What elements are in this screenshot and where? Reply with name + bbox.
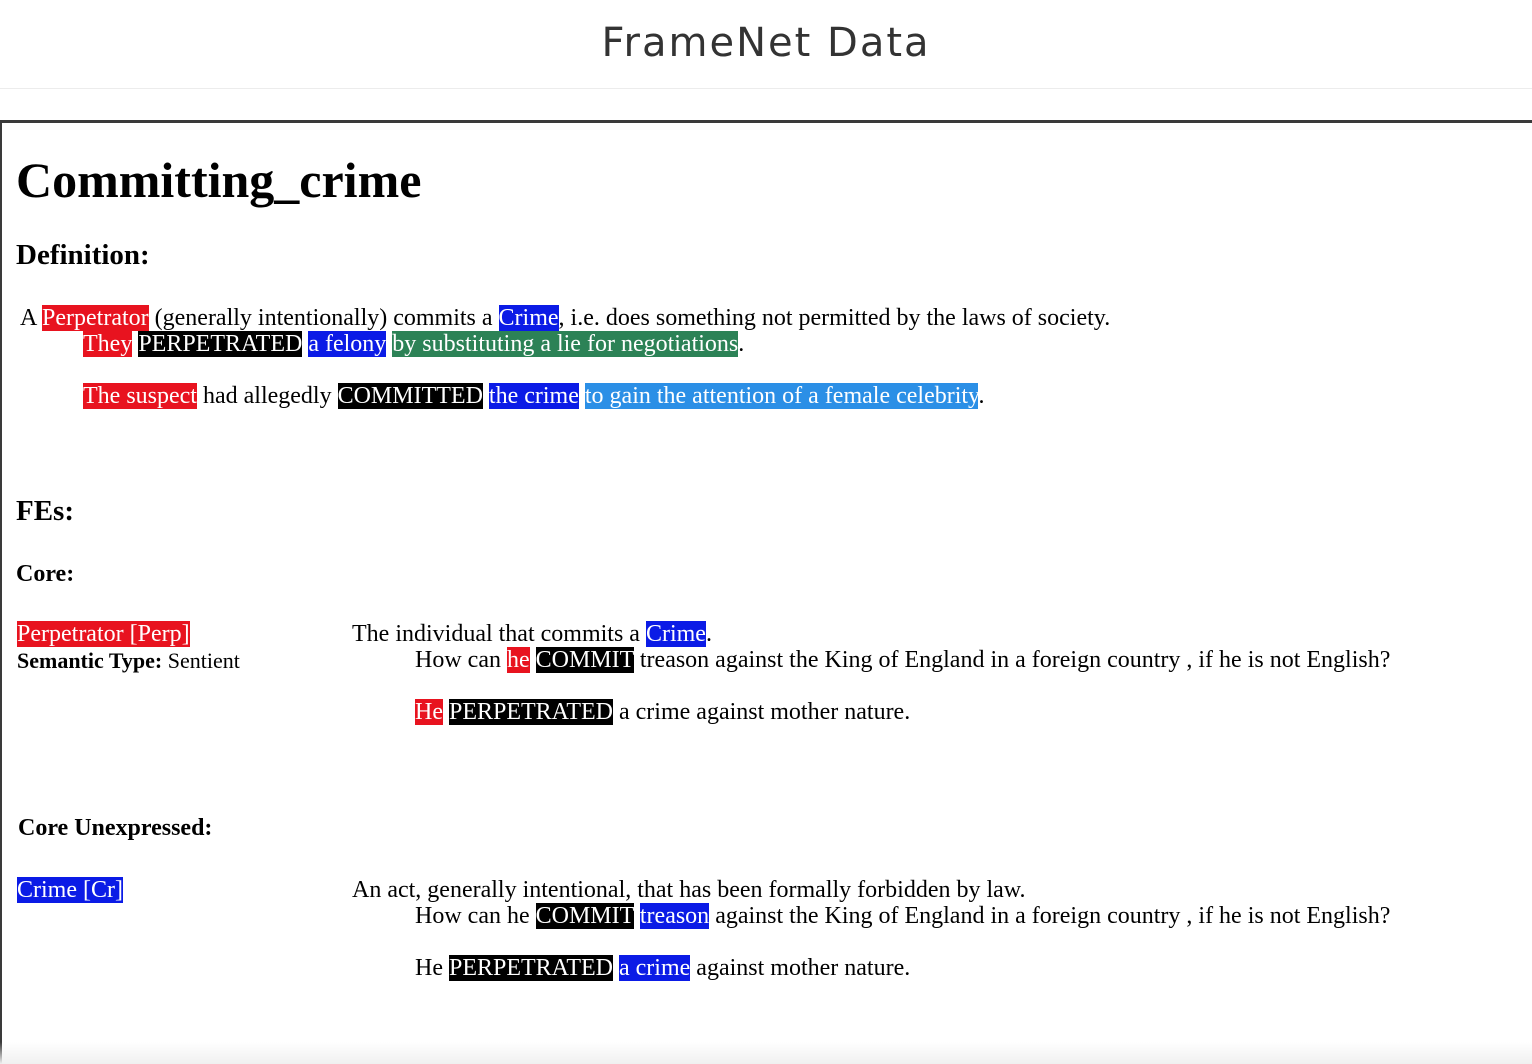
semantic-type [17, 648, 240, 674]
core-heading: Core: [16, 561, 75, 587]
fe-perpetrator-example-1 [415, 647, 1390, 674]
example-target: PERPETRATED [448, 699, 613, 725]
core-unexpressed-heading: Core Unexpressed: [18, 815, 213, 841]
fe-crime-link[interactable]: Crime [645, 621, 706, 647]
semantic-type-label: Semantic Type: [17, 648, 163, 673]
fe-crime-example-1 [415, 903, 1390, 930]
definition-text-2: (generally intentionally) commits a [148, 305, 499, 331]
definition-text-1: A [20, 305, 43, 331]
fe-definition-end: . [705, 621, 712, 647]
site-title: FrameNet Data [601, 20, 931, 66]
example-crime: the crime [488, 383, 579, 409]
example-crime: a felony [308, 331, 387, 357]
example-target: COMMIT [535, 647, 634, 673]
definition-text-3: , i.e. does something not permitted by the laws of society. [558, 305, 1111, 331]
fe-perpetrator-name[interactable]: Perpetrator [Perp] [17, 621, 190, 647]
example-end: . [738, 331, 745, 357]
example-end: . [978, 383, 985, 409]
fes-heading: FEs: [16, 495, 74, 527]
example-text-end: treason against the King of England in a foreign country , if he is not English? [633, 647, 1391, 673]
semantic-type-value[interactable]: Sentient [162, 648, 240, 673]
frame-title: Committing_crime [16, 152, 422, 208]
bottom-fade [0, 1042, 1532, 1064]
fe-perpetrator-link[interactable]: Perpetrator [42, 305, 149, 331]
fe-crime-name[interactable]: Crime [Cr] [17, 877, 123, 903]
example-text: How can [415, 647, 507, 673]
fe-definition-text: The individual that commits a [352, 621, 646, 647]
example-text-end: against mother nature. [690, 955, 911, 981]
definition-example-1 [83, 331, 744, 358]
example-text: had allegedly [196, 383, 338, 409]
example-perpetrator: He [415, 699, 443, 725]
fe-crime-example-2 [415, 955, 910, 982]
example-perpetrator: The suspect [83, 383, 197, 409]
frame-definition [20, 305, 1110, 332]
fe-crime-label [17, 877, 123, 904]
example-target: PERPETRATED [448, 955, 613, 981]
example-text: He [415, 955, 449, 981]
fe-perpetrator-definition [352, 621, 712, 648]
definition-heading: Definition: [16, 239, 150, 271]
example-means: by substituting a lie for negotiations [392, 331, 739, 357]
example-perpetrator: he [506, 647, 530, 673]
example-target: PERPETRATED [138, 331, 303, 357]
example-perpetrator: They [83, 331, 133, 357]
example-target: COMMITTED [337, 383, 483, 409]
example-target: COMMIT [535, 903, 634, 929]
example-crime: a crime [619, 955, 691, 981]
fe-crime-definition: An act, generally intentional, that has been formally forbidden by law. [352, 877, 1026, 903]
frame-panel [0, 120, 1532, 1064]
example-purpose: to gain the attention of a female celebrity [584, 383, 979, 409]
definition-example-2 [83, 383, 984, 410]
fe-perpetrator-label [17, 621, 190, 648]
example-crime: treason [639, 903, 710, 929]
example-text: How can he [415, 903, 536, 929]
fe-crime-link[interactable]: Crime [498, 305, 559, 331]
fe-perpetrator-example-2 [415, 699, 910, 726]
example-text-end: against the King of England in a foreign country , if he is not English? [709, 903, 1391, 929]
site-header [0, 0, 1532, 89]
example-text-end: a crime against mother nature. [613, 699, 911, 725]
